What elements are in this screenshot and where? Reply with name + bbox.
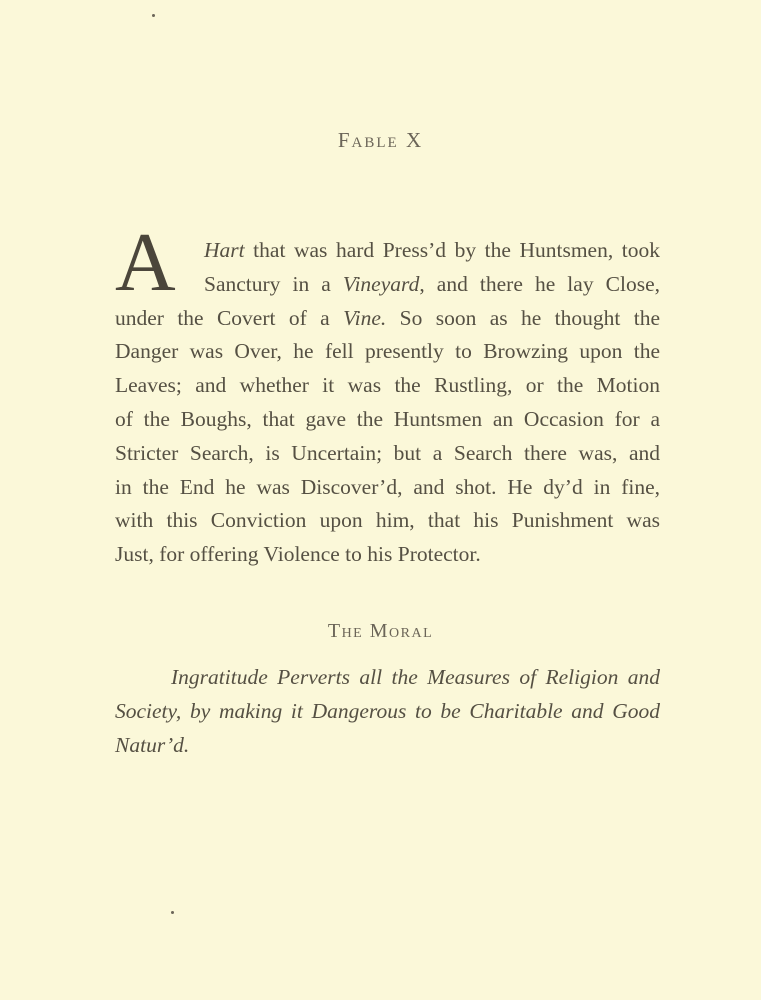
moral-line: Ingratitude Perverts all the Measures of Religion and bbox=[171, 665, 660, 689]
text-segment: of the Boughs, that gave the Huntsmen an Occasion for a bbox=[115, 406, 660, 431]
drop-cap: A bbox=[115, 216, 176, 309]
fable-line bbox=[115, 538, 660, 572]
fable-line bbox=[115, 335, 660, 369]
print-speck bbox=[171, 911, 174, 914]
fable-line bbox=[115, 268, 660, 302]
fable-line bbox=[115, 471, 660, 505]
fable-line bbox=[115, 302, 660, 336]
text-segment: Danger was Over, he fell presently to Browzing upon the bbox=[115, 339, 660, 364]
text-segment: So soon as he thought the bbox=[386, 305, 660, 330]
moral-line: Natur’d. bbox=[115, 733, 190, 757]
moral-title: The Moral bbox=[327, 620, 434, 642]
text-segment: Sanctury in a bbox=[204, 271, 343, 296]
italic-text: Vine. bbox=[343, 305, 387, 330]
fable-line bbox=[115, 437, 660, 471]
fable-line bbox=[115, 504, 660, 538]
text-segment: that was hard Press’d by the Huntsmen, took bbox=[244, 238, 660, 262]
print-speck bbox=[152, 14, 155, 17]
text-segment: , and there he lay Close, bbox=[419, 271, 660, 296]
text-segment: under the Covert of a bbox=[115, 305, 344, 330]
moral-text bbox=[115, 660, 660, 762]
text-segment: Just, for offering Violence to his Protector. bbox=[115, 542, 481, 567]
italic-text: Vineyard bbox=[342, 271, 420, 296]
fable-line bbox=[115, 369, 660, 403]
fable-text bbox=[115, 234, 660, 572]
fable-line bbox=[115, 403, 660, 437]
fable-line bbox=[115, 234, 660, 268]
text-segment: Leaves; and whether it was the Rustling, or the Motion bbox=[115, 373, 660, 398]
text-segment: in the End he was Discover’d, and shot. He dy’d in fine, bbox=[115, 474, 660, 499]
text-segment: with this Conviction upon him, that his Punishment was bbox=[115, 508, 660, 533]
fable-title: Fable X bbox=[337, 128, 424, 152]
italic-text: Hart bbox=[204, 238, 245, 262]
text-segment: Stricter Search, is Uncertain; but a Search there was, and bbox=[115, 440, 660, 465]
moral-line: Society, by making it Dangerous to be Charitable and Good bbox=[115, 699, 660, 723]
